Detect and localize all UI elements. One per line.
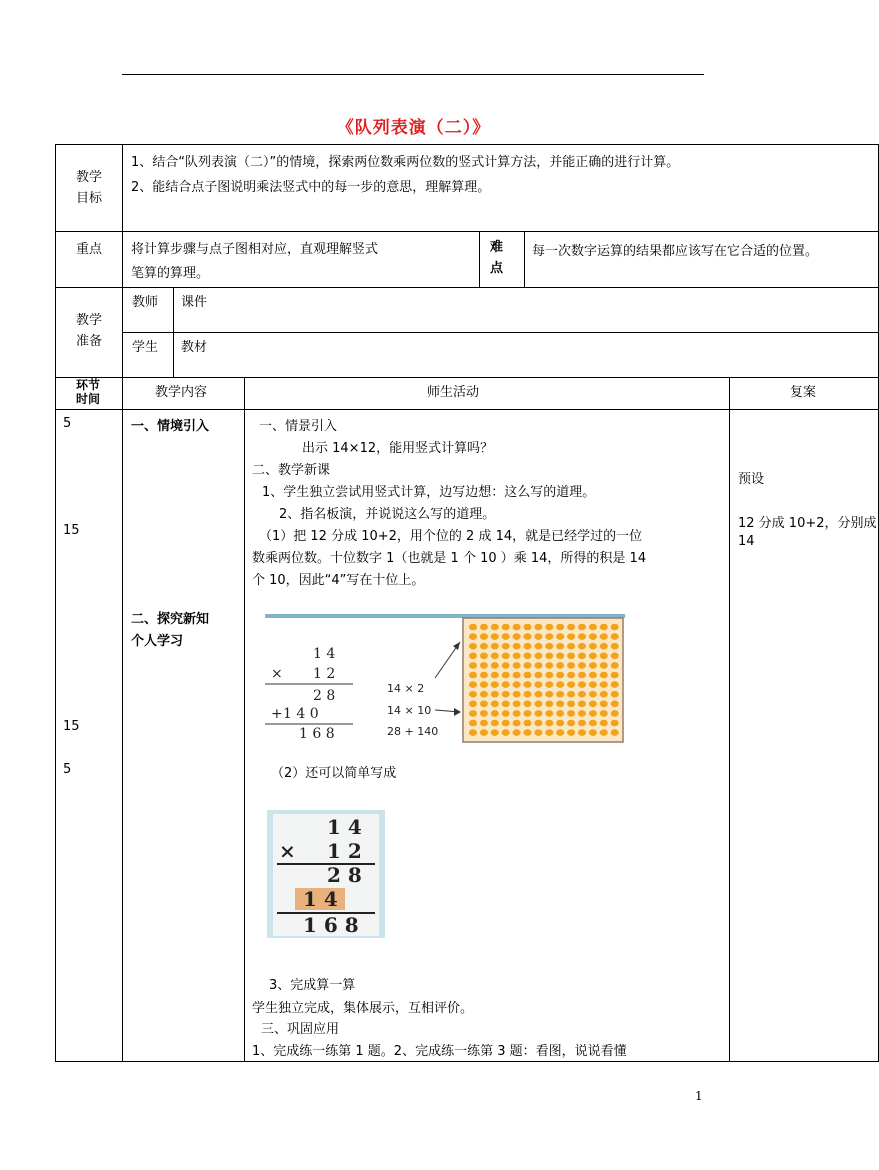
dot — [469, 710, 477, 717]
fig2-row-4: 1 4 — [303, 887, 338, 911]
time-cell — [56, 410, 123, 1062]
dot — [611, 672, 619, 679]
dot — [534, 633, 542, 640]
header-rule — [122, 74, 704, 75]
document-title: 《队列表演（二）》 — [336, 118, 491, 138]
dot — [545, 720, 553, 727]
dot — [534, 729, 542, 736]
dot — [545, 633, 553, 640]
fig1-row-4: 1 4 0 — [283, 706, 319, 722]
dot — [567, 681, 575, 688]
dot — [513, 672, 521, 679]
objective-item-2: 2、能结合点子图说明乘法竖式中的每一步的意思，理解算理。 — [131, 180, 491, 195]
dot — [578, 662, 586, 669]
activity-line-6: （1）把 12 分成 10+2，用个位的 2 成 14，就是已经学过的一位 — [259, 529, 643, 544]
dot — [469, 624, 477, 631]
dot — [502, 672, 510, 679]
dot — [469, 681, 477, 688]
dot — [534, 720, 542, 727]
fig1-label-3: 28 + 140 — [387, 725, 439, 738]
fig1-row-3: 2 8 — [313, 688, 336, 704]
fig1-row-5: 1 6 8 — [299, 726, 335, 742]
dot — [480, 643, 488, 650]
content-cell — [123, 410, 245, 1062]
objectives-label-cell — [56, 145, 123, 232]
difficulty-text: 每一次数字运算的结果都应该写在它合适的位置。 — [532, 244, 819, 259]
dot — [556, 653, 564, 660]
dot — [589, 729, 597, 736]
activity-line-1: 一、情景引入 — [259, 419, 338, 434]
dot — [480, 720, 488, 727]
dot — [556, 672, 564, 679]
dot — [567, 653, 575, 660]
fig2-row-2: 1 2 — [327, 839, 362, 863]
keypoints-text-2: 笔算的算理。 — [131, 266, 210, 281]
fig1-row-1: 1 4 — [313, 646, 336, 662]
figure-vertical-multiplication-dots — [265, 614, 625, 746]
header-content-text: 教学内容 — [155, 385, 208, 400]
dot — [534, 710, 542, 717]
dot — [545, 672, 553, 679]
dot — [480, 633, 488, 640]
prep-item-student — [174, 333, 879, 378]
dot — [600, 633, 608, 640]
activity-line-11: 学生独立完成，集体展示，互相评价。 — [252, 1001, 474, 1016]
dot — [556, 710, 564, 717]
difficulty-label-1: 难 — [490, 240, 504, 255]
dot — [534, 624, 542, 631]
objectives-label-2: 目标 — [76, 191, 103, 206]
activity-line-12: 三、巩固应用 — [261, 1022, 340, 1037]
time-4: 5 — [63, 762, 72, 777]
lesson-plan-table — [55, 144, 879, 1062]
dot — [480, 681, 488, 688]
dot — [545, 643, 553, 650]
dot — [491, 720, 499, 727]
header-time-2: 时间 — [76, 392, 101, 406]
review-line-2: 12 分成 10+2，分别成 — [738, 516, 877, 531]
dot — [556, 633, 564, 640]
fig2-row-3: 2 8 — [327, 863, 362, 887]
dot — [567, 662, 575, 669]
dot — [502, 633, 510, 640]
dot — [480, 662, 488, 669]
fig2-row-5: 1 6 8 — [303, 913, 359, 937]
fig1-label-1: 14 × 2 — [387, 682, 425, 695]
dot — [534, 691, 542, 698]
dot — [513, 710, 521, 717]
objectives-content-cell — [123, 145, 879, 232]
activity-cell — [245, 410, 730, 1062]
dot — [589, 624, 597, 631]
dot — [545, 681, 553, 688]
fig1-arrowhead-2 — [454, 708, 461, 716]
dot — [567, 701, 575, 708]
dot — [556, 729, 564, 736]
fig1-mult-sign: × — [271, 666, 283, 682]
section-1-title: 一、情境引入 — [131, 419, 210, 434]
dot — [611, 653, 619, 660]
dot — [589, 720, 597, 727]
dot — [545, 701, 553, 708]
dot — [491, 681, 499, 688]
dot — [611, 681, 619, 688]
dot — [502, 681, 510, 688]
section-2-title-1: 二、探究新知 — [131, 612, 210, 627]
dot — [611, 710, 619, 717]
dot — [502, 643, 510, 650]
dot — [469, 691, 477, 698]
fig2-mult-sign: × — [279, 839, 296, 863]
dot — [502, 653, 510, 660]
dot — [469, 643, 477, 650]
time-2: 15 — [63, 523, 80, 538]
prep-label-2: 准备 — [76, 334, 103, 349]
time-3: 15 — [63, 719, 80, 734]
dot — [480, 691, 488, 698]
dot — [556, 701, 564, 708]
dot — [491, 653, 499, 660]
figure-simplified-vertical — [267, 810, 385, 938]
prep-item-teacher — [174, 288, 879, 333]
time-1: 5 — [63, 416, 72, 431]
dot — [556, 691, 564, 698]
prep-role-teacher — [123, 288, 174, 333]
difficulty-content-cell — [525, 232, 879, 288]
header-time — [56, 378, 123, 410]
dot — [524, 633, 532, 640]
dot — [491, 643, 499, 650]
dot — [600, 701, 608, 708]
dot — [611, 701, 619, 708]
header-activity — [245, 378, 730, 410]
dot — [534, 643, 542, 650]
dot — [567, 720, 575, 727]
dot — [589, 691, 597, 698]
fig1-plus-sign: + — [271, 706, 283, 722]
dot — [502, 710, 510, 717]
dot — [513, 729, 521, 736]
dot — [600, 681, 608, 688]
header-review-text: 复案 — [790, 385, 817, 400]
activity-line-2: 出示 14×12，能用竖式计算吗？ — [302, 441, 494, 456]
keypoints-content-cell — [123, 232, 480, 288]
dot — [491, 701, 499, 708]
dot — [578, 691, 586, 698]
activity-line-8: 个 10，因此“4”写在十位上。 — [252, 573, 425, 588]
dot — [524, 720, 532, 727]
dot — [556, 720, 564, 727]
activity-line-7: 数乘两位数。十位数字 1（也就是 1 个 10 ）乘 14，所得的积是 14 — [252, 551, 647, 566]
dot — [589, 662, 597, 669]
dot — [513, 653, 521, 660]
difficulty-label-cell — [480, 232, 525, 288]
dot — [545, 729, 553, 736]
activity-line-10: 3、完成算一算 — [269, 978, 356, 993]
dot — [491, 662, 499, 669]
dot — [589, 633, 597, 640]
dot — [491, 691, 499, 698]
dot — [534, 681, 542, 688]
prep-label-cell — [56, 288, 123, 378]
dot — [502, 720, 510, 727]
dot — [524, 653, 532, 660]
dot — [567, 710, 575, 717]
header-activity-text: 师生活动 — [427, 385, 480, 400]
dot — [524, 672, 532, 679]
dot — [469, 672, 477, 679]
dot — [513, 720, 521, 727]
fig2-row-1: 1 4 — [327, 815, 362, 839]
page-number: 1 — [695, 1089, 703, 1103]
prep-label-1: 教学 — [76, 313, 103, 328]
dot — [513, 662, 521, 669]
dot — [534, 662, 542, 669]
prep-role-teacher-text: 教师 — [132, 295, 159, 310]
dot — [534, 672, 542, 679]
fig1-row-2: 1 2 — [313, 666, 336, 682]
dot — [578, 701, 586, 708]
dot — [524, 701, 532, 708]
dot — [567, 672, 575, 679]
review-cell — [730, 410, 879, 1062]
dot — [491, 710, 499, 717]
dot — [600, 720, 608, 727]
dot — [545, 691, 553, 698]
dot — [600, 653, 608, 660]
dot — [534, 701, 542, 708]
dot — [480, 729, 488, 736]
dot — [578, 643, 586, 650]
dot — [545, 662, 553, 669]
dot — [556, 643, 564, 650]
dot — [611, 720, 619, 727]
keypoints-label-cell — [56, 232, 123, 288]
dot — [556, 624, 564, 631]
dot — [589, 701, 597, 708]
dot — [502, 624, 510, 631]
prep-item-student-text: 教材 — [181, 340, 208, 355]
dot — [600, 662, 608, 669]
dot — [491, 633, 499, 640]
prep-role-student — [123, 333, 174, 378]
dot — [578, 633, 586, 640]
dot — [578, 624, 586, 631]
dot — [578, 672, 586, 679]
dot — [578, 720, 586, 727]
dot — [513, 624, 521, 631]
header-content — [123, 378, 245, 410]
dot — [480, 672, 488, 679]
dot — [524, 729, 532, 736]
dot — [567, 624, 575, 631]
dot — [480, 701, 488, 708]
dot — [611, 624, 619, 631]
activity-line-13: 1、完成练一练第 1 题。2、完成练一练第 3 题：看图，说说看懂 — [252, 1044, 627, 1059]
keypoints-text-1: 将计算步骤与点子图相对应，直观理解竖式 — [131, 242, 379, 257]
dot — [545, 653, 553, 660]
dot — [534, 653, 542, 660]
dot — [524, 691, 532, 698]
difficulty-label-2: 点 — [490, 261, 504, 276]
dot — [567, 729, 575, 736]
header-review — [730, 378, 879, 410]
dot — [524, 710, 532, 717]
review-line-3: 14 — [738, 534, 755, 549]
dot — [600, 691, 608, 698]
dot — [469, 729, 477, 736]
keypoints-label: 重点 — [76, 242, 103, 257]
section-2-title-2: 个人学习 — [131, 634, 184, 649]
figure-1-svg — [265, 614, 625, 746]
dot — [600, 729, 608, 736]
dot — [611, 691, 619, 698]
dot — [480, 710, 488, 717]
dot — [513, 681, 521, 688]
dot — [524, 681, 532, 688]
dot — [600, 710, 608, 717]
dot — [469, 662, 477, 669]
dot — [578, 681, 586, 688]
dot — [502, 701, 510, 708]
dot — [469, 701, 477, 708]
dot — [513, 701, 521, 708]
dot — [491, 672, 499, 679]
dot — [556, 681, 564, 688]
dot — [545, 624, 553, 631]
dot — [502, 662, 510, 669]
dot — [567, 691, 575, 698]
dot — [480, 624, 488, 631]
dot — [513, 691, 521, 698]
dot — [513, 633, 521, 640]
dot — [578, 729, 586, 736]
review-line-1: 预设 — [738, 472, 765, 487]
objectives-label-1: 教学 — [76, 170, 103, 185]
dot — [556, 662, 564, 669]
dot — [578, 653, 586, 660]
dot — [611, 729, 619, 736]
dot — [578, 710, 586, 717]
dot — [567, 633, 575, 640]
dot — [600, 624, 608, 631]
objective-item-1: 1、结合“队列表演（二）”的情境，探索两位数乘两位数的竖式计算方法，并能正确的进行计算。 — [131, 155, 680, 170]
dot — [502, 729, 510, 736]
dot — [491, 624, 499, 631]
activity-line-5: 2、指名板演，并说说这么写的道理。 — [279, 507, 496, 522]
fig1-label-2: 14 × 10 — [387, 704, 432, 717]
prep-role-student-text: 学生 — [132, 340, 159, 355]
dot — [611, 633, 619, 640]
dot — [567, 643, 575, 650]
dot — [513, 643, 521, 650]
dot — [611, 643, 619, 650]
fig1-arrowhead-1 — [453, 642, 460, 650]
dot — [600, 672, 608, 679]
dot — [611, 662, 619, 669]
dot — [469, 653, 477, 660]
dot — [589, 672, 597, 679]
dot — [589, 653, 597, 660]
dot — [502, 691, 510, 698]
dot — [524, 662, 532, 669]
header-time-1: 环节 — [76, 378, 101, 392]
dot — [589, 681, 597, 688]
dot — [469, 633, 477, 640]
activity-line-4: 1、学生独立尝试用竖式计算，边写边想：这么写的道理。 — [262, 485, 596, 500]
dot — [589, 643, 597, 650]
dot — [480, 653, 488, 660]
dot — [524, 624, 532, 631]
activity-line-3: 二、教学新课 — [252, 463, 331, 478]
dot — [600, 643, 608, 650]
prep-item-teacher-text: 课件 — [181, 295, 208, 310]
dot — [469, 720, 477, 727]
dot — [589, 710, 597, 717]
activity-line-9: （2）还可以简单写成 — [271, 766, 397, 781]
dot — [491, 729, 499, 736]
figure-2-svg — [267, 810, 385, 938]
dot — [545, 710, 553, 717]
dot — [524, 643, 532, 650]
